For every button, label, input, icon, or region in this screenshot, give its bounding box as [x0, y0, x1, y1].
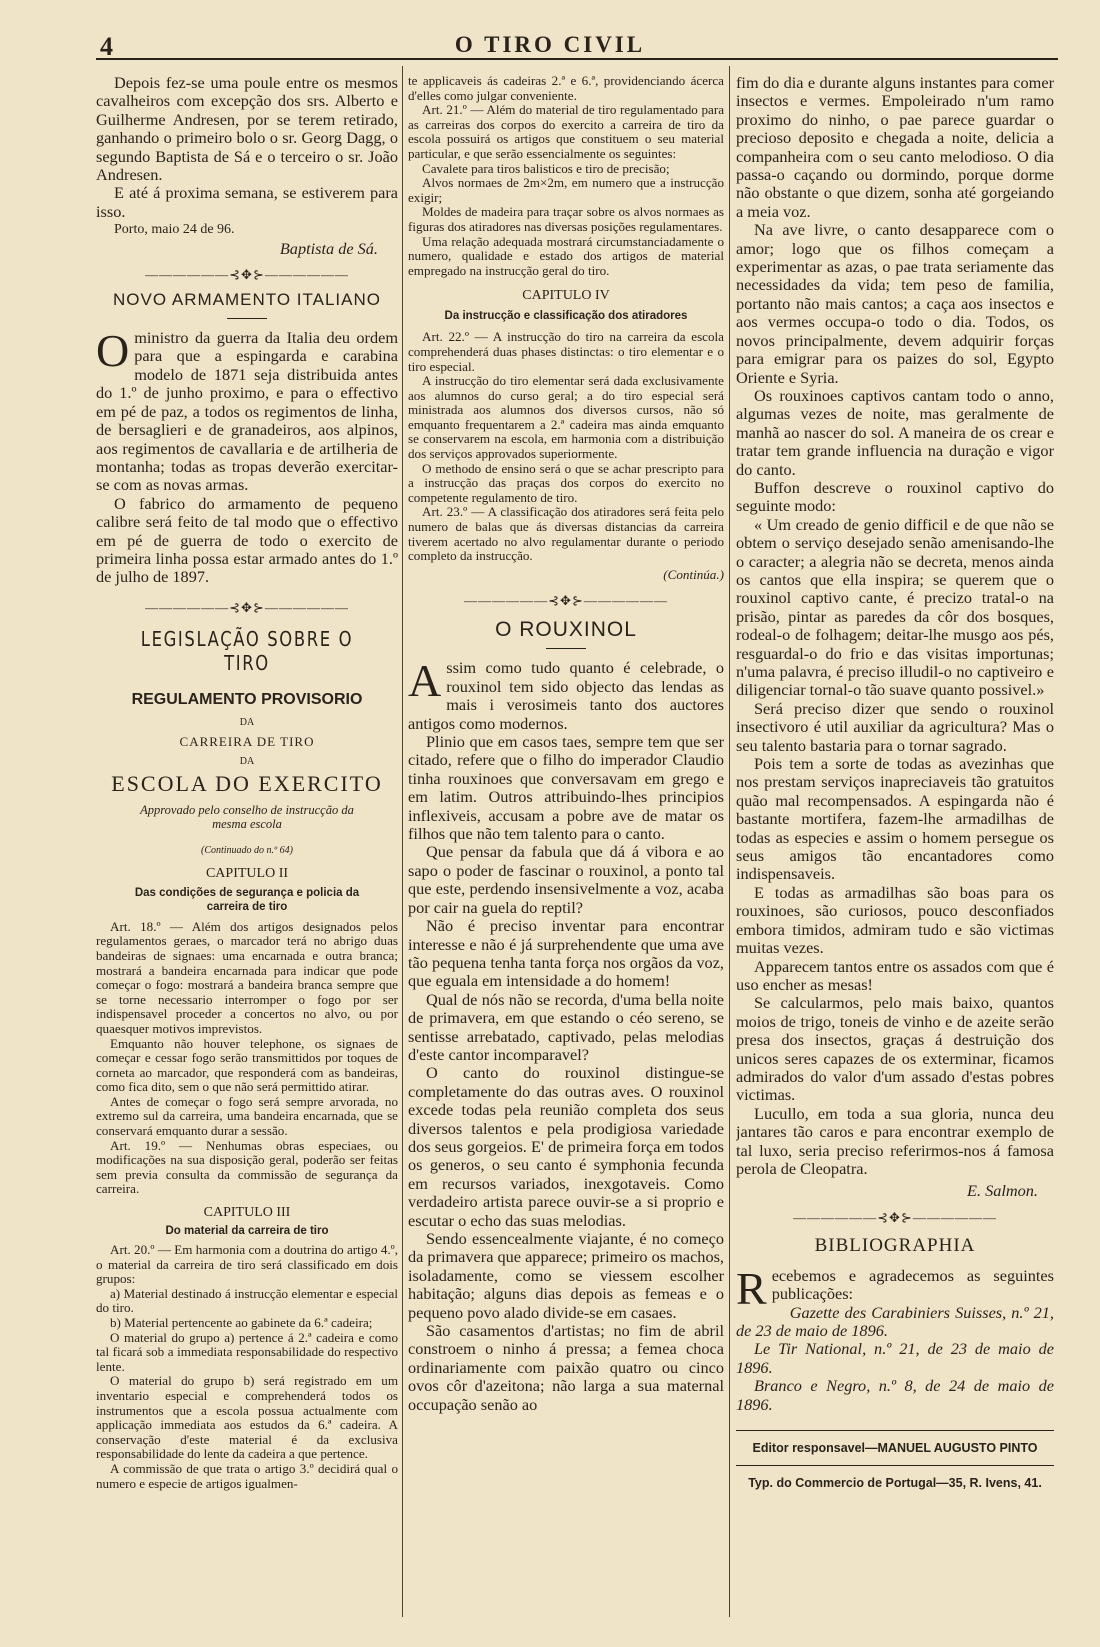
regulation-da: DA — [239, 755, 255, 767]
column-3 — [736, 74, 1054, 1490]
regulation-paragraph: A commissão de que trata o artigo 3.º decidirá qual o numero e especie de artigos igualmen- — [96, 1460, 398, 1491]
bibliography-item: Gazette des Carabiniers Suisses, n.º 21, de 23 de maio de 1896. — [736, 1302, 1054, 1340]
masthead-title: O TIRO CIVIL — [454, 32, 646, 57]
article-paragraph: Na ave livre, o canto desapparece com o amor; logo que os filhos começam a experimentar as azas, o pae trata seriamente das necessidades da vida; tem peso de familia, portanto não mais cantos; a caça aos insectos e aos vermes occupa-o todo o dia. Todos, os novos principalmente, devem adquirir forças para emigrar para os paizes do sol, Egypto Oriente e Syria. — [736, 220, 1054, 387]
article-paragraph: O fabrico do armamento de pequeno calibre será feito de tal modo que o effectivo em pé de guerra de todo o exercito de primeira linha possa estar armado antes do 1.º de julho de 1897. — [96, 493, 398, 587]
regulation-paragraph: b) Material pertencente ao gabinete da 6.ª cadeira; — [110, 1315, 373, 1330]
article-paragraph: São casamentos d'artistas; no fim de abril constroem o ninho á pressa; a femea choca ordinariamente com paixão quatro ou cinco ovos côr d'azeitona; não larga a sua maternal occupação senão ao — [408, 1321, 724, 1414]
drop-cap: O — [96, 325, 130, 377]
regulation-paragraph: Art. 20.º — Em harmonia com a doutrina do artigo 4.º, o material da carreira de tiro será classificado em dois grupos: — [96, 1242, 398, 1287]
chapter-subtitle: Do material da carreira de tiro — [165, 1225, 329, 1238]
header-rule — [96, 58, 1058, 60]
article-paragraph: fim do dia e durante alguns instantes para comer insectos e vermes. Empoleirado n'um ramo proximo do ninho, o pae parece guardar o precioso deposito e chegada a noite, delicia a companheira com o seu canto melodioso. O dia passa-o caçando ou dormindo, porque dorme não obstante o que dizem, sonha até gorgeiando a meia voz. — [736, 74, 1054, 221]
column-2 — [408, 74, 724, 1414]
regulation-paragraph: O material do grupo a) pertence á 2.ª cadeira e como tal ficará sob a immediata responsabilidade do respectivo lente. — [96, 1329, 398, 1374]
chapter-subtitle: Da instrucção e classificação dos atiradores — [444, 310, 688, 323]
chapter-title: CAPITULO III — [203, 1205, 291, 1221]
editor-line: Editor responsavel—MANUEL AUGUSTO PINTO — [752, 1441, 1038, 1456]
article-paragraph: Pois tem a sorte de todas as avezinhas que nos prestam serviços inapreciaveis tão gratuitos quão mal recompensados. A espingarda não é bastante mortifera, fazem-lhe armadilhas de todas as especies e assim o homem persegue os seus amigos tão encantadores como indispensaveis. — [736, 754, 1054, 884]
short-rule — [546, 648, 586, 649]
column-divider-1 — [402, 66, 403, 1617]
regulation-paragraph: Uma relação adequada mostrará circumstanciadamente o numero, qualidade e estado dos artigos de material empregado na instrucção geral do tiro. — [408, 233, 724, 278]
article-paragraph: Os rouxinoes captivos cantam todo o anno, algumas vezes de noite, mas geralmente de manhã ao nascer do sol. A maneira de os crear e tratar tem grande influencia na duração e vigor do canto. — [736, 385, 1054, 479]
footer-rule — [736, 1430, 1054, 1431]
footer-rule — [736, 1465, 1054, 1466]
article-paragraph — [96, 325, 398, 495]
section-title-bibliographia: BIBLIOGRAPHIA — [814, 1234, 976, 1256]
article-paragraph: E até á proxima semana, se estiverem para isso. — [96, 183, 398, 221]
regulation-paragraph: Cavalete para tiros balisticos e tiro de precisão; — [422, 160, 670, 176]
regulation-paragraph: Art. 19.º — Nenhumas obras especiaes, ou modificações na sua disposição geral, poderão ser feitas sem previa consulta da commissão de segurança da carreira. — [96, 1137, 398, 1197]
column-1 — [96, 74, 398, 1491]
article-paragraph — [408, 655, 724, 733]
drop-cap: R — [736, 1262, 767, 1314]
article-paragraph: Depois fez-se uma poule entre os mesmos cavalheiros com excepção dos srs. Alberto e Guilherme Andresen, por se terem retirado, ganhando o primeiro bolo o sr. Georg Dagg, o segundo Baptista de Sá e o terceiro o sr. João Andresen. — [96, 74, 398, 185]
regulation-paragraph: Art. 22.º — A instrucção do tiro na carreira da escola comprehenderá duas phases distinctas: o tiro elementar e o tiro especial. — [408, 329, 724, 374]
article-paragraph: O canto do rouxinol distingue-se completamente do das outras aves. O rouxinol excede todas pela reunião completa dos seus diversos talentos e pela prodigiosa variedade dos seus gorgeios. E' de primeira força em todos os generos, o seu canto é symphonia fecunda em recursos variados, inexgotaveis. Como verdadeiro artista parece ouvir-se a si proprio e escutar o echo das suas melodias. — [408, 1063, 724, 1230]
article-paragraph: Não é preciso inventar para encontrar interesse e não é já surprehendente que uma ave tão pequena tenha tanta força nos orgãos da voz, que eguala em intensidade a do homem! — [408, 916, 724, 991]
bibliography-item: Branco e Negro, n.º 8, de 24 de maio de 1896. — [736, 1376, 1054, 1414]
article-paragraph: Se calcularmos, pelo mais baixo, quantos moios de trigo, toneis de vinho e de azeite serão presa dos insectos, graças á destruição dos unicos seres capazes de os exterminar, ficamos admirados do valor d'um assado d'estas pobres victimas. — [736, 993, 1054, 1105]
drop-cap: A — [408, 655, 442, 707]
regulation-paragraph: Antes de começar o fogo será sempre arvorada, no extremo sul da carreira, uma bandeira encarnada, que se conservará emquanto durar a sessão. — [96, 1093, 398, 1139]
regulation-paragraph: Alvos normaes de 2m×2m, em numero que a instrucção exigir; — [408, 175, 724, 205]
dateline: Porto, maio 24 de 96. — [114, 222, 235, 238]
short-rule — [227, 318, 267, 319]
regulation-paragraph: a) Material destinado á instrucção elementar e especial do tiro. — [96, 1285, 398, 1316]
regulation-paragraph: O methodo de ensino será o que se achar prescripto para a instrucção das praças dos corpos do exercito no competente regulamento de tiro. — [408, 460, 724, 505]
regulation-escola: ESCOLA DO EXERCITO — [111, 770, 383, 796]
bibliography-item: Le Tir National, n.º 21, de 23 de maio de 1896. — [736, 1339, 1054, 1377]
regulation-paragraph: O material do grupo b) será registrado em um inventario especial e comprehenderá todos os instrumentos que a escola possua actualmente com applicação immediata aos estudos da 6.ª cadeira. A conservação d'este material é da exclusiva responsabilidade do lente da cadeira a que pertence. — [96, 1373, 398, 1462]
section-title-legislacao: LEGISLAÇÃO SOBRE O TIRO — [140, 626, 354, 675]
chapter-title: CAPITULO II — [205, 865, 289, 881]
regulation-title: REGULAMENTO PROVISORIO — [131, 690, 363, 708]
regulation-approval: Approvado pelo conselho de instrucção da mesma escola — [140, 802, 354, 831]
article-paragraph: Plinio que em casos taes, sempre tem que ser citado, refere que o filho do imperador Claudio tinha rouxinoes que conversavam em grego e em latim. Outros attribuindo-lhes principios inflexiveis, accusam a pobre ave de matar os filhos que não tem talento para o canto. — [408, 732, 724, 844]
ornament-divider: ——————⊰✥⊱—————— — [145, 268, 349, 283]
article-paragraph: E todas as armadilhas são boas para os rouxinoes, são curiosos, pouco desconfiados embora timidos, admiram tudo e são victimas muitas vezes. — [736, 882, 1054, 958]
article-paragraph: Que pensar da fabula que dá á vibora e ao sapo o poder de fascinar o rouxinol, a ponto tal que este, perdendo insensivelmente a voz, acaba por cair na guela do reptil? — [408, 842, 724, 917]
regulation-paragraph: A instrucção do tiro elementar será dada exclusivamente aos alumnos do curso geral; a do tiro especial será ministrada aos alumnos dos diversos cursos, não só emquanto frequentarem a 2.ª cadeira mas ainda emquanto se conservarem na escola, em harmonia com a distribuição dos serviços approvados superiormente. — [408, 373, 724, 462]
article-paragraph: Buffon descreve o rouxinol captivo do seguinte modo: — [736, 477, 1054, 516]
continued-note: (Continuado do n.º 64) — [201, 844, 293, 856]
signature: Baptista de Sá. — [279, 238, 378, 258]
column-divider-2 — [729, 66, 730, 1617]
page-number: 4 — [100, 32, 113, 61]
regulation-paragraph: Art. 23.º — A classificação dos atiradores será feita pelo numero de balas que ás diversas distancias da carreira tiverem acertado no alvo regulamentar durante o periodo completo da instrucção. — [408, 504, 724, 564]
chapter-subtitle: Das condições de segurança e policia da carreira de tiro — [134, 886, 360, 913]
regulation-paragraph: te applicaveis ás cadeiras 2.ª e 6.ª, providenciando ácerca d'elles como julgar conveniente. — [408, 74, 724, 103]
regulation-paragraph: Moldes de madeira para traçar sobre os alvos normaes as figuras dos atiradores nas diversas posições regulamentares. — [408, 204, 724, 234]
ornament-divider: ——————⊰✥⊱—————— — [464, 594, 668, 609]
regulation-paragraph: Emquanto não houver telephone, os signaes de começar e cessar fogo serão transmittidos por toques de corneta ao marcador, que responderá com as bandeiras, como fica dito, sem o que não será permittido atirar. — [96, 1035, 398, 1095]
continues-note: (Continúa.) — [663, 566, 724, 582]
section-title-rouxinol: O ROUXINOL — [495, 618, 637, 642]
chapter-title: CAPITULO IV — [522, 288, 610, 304]
regulation-paragraph: Art. 18.º — Além dos artigos designados pelos regulamentos geraes, o marcador terá no abrigo duas bandeiras de signaes: uma encarnada e outra branca; mostrará a bandeira encarnada para indicar que pode começar o fogo: mostrará a bandeira branca sempre que se torne necessario interromper o fogo por ser indispensavel proceder a concertos no alvo, ou por quaesquer motivos imprevistos. — [96, 918, 398, 1036]
author-signature: E. Salmon. — [967, 1181, 1038, 1201]
regulation-paragraph: Art. 21.º — Além do material de tiro regulamentado para as carreiras dos corpos do exercito a carreira de tiro da escola possuirá os artigos que constituem o seu material particular, e que serão essencialmente os seguintes: — [408, 102, 724, 161]
article-paragraph: Será preciso dizer que sendo o rouxinol insectivoro é util auxiliar da agricultura? Mas o seu talento bastaria para o tornar sagrado. — [736, 698, 1054, 755]
article-text: ecebemos e agradecemos as seguintes publicações: — [771, 1265, 1054, 1304]
regulation-carreira: CARREIRA DE TIRO — [179, 733, 315, 749]
article-paragraph: « Um creado de genio difficil e de que não se obtem o serviço desejado senão amenisando-lhe o caracter; a alegria não se decreta, menos ainda os cantos que ella inspira; se querem que o rouxinol captivo cante, é precizo tratal-o na prisão, pintar as paredes da côr dos bosques, rodeal-o de folhagem; deitar-lhe musgo aos pés, resguardal-o do frio e das visitas importunas; n'uma palavra, é preciso illudil-o no captiveiro e diligenciar tornal-o tão suave quanto possivel.» — [736, 514, 1054, 700]
article-text: ministro da guerra da Italia deu ordem para que a espingarda e carabina modelo de 1871 seja distribuida antes do 1.º de junho proximo, e para o effectivo em pé de paz, a todos os regimentos de linha, de bersaglieri e de granadeiros, aos alpinos, aos regimentos de cavallaria e de artilheria de montanha; todas as tropas deverão exercitar-se com as novas armas. — [96, 328, 398, 495]
regulation-da: DA — [239, 716, 255, 728]
article-paragraph: Sendo essencealmente viajante, é no começo da primavera que apparece; primeiro os machos, isoladamente, como se viessem escolher habitação; alguns dias depois as femeas e o pequeno povo alado divide-se em casaes. — [408, 1229, 724, 1322]
article-paragraph — [736, 1262, 1054, 1314]
page-header — [0, 0, 1100, 68]
section-title-armamento: NOVO ARMAMENTO ITALIANO — [113, 290, 381, 310]
ornament-divider: ——————⊰✥⊱—————— — [145, 600, 349, 615]
ornament-divider: ——————⊰✥⊱—————— — [793, 1210, 997, 1225]
article-text: ssim como tudo quanto é celebrade, o rouxinol tem sido objecto das lendas as mais i verosimeis tanto dos auctores antigos como modernos. — [408, 658, 724, 733]
article-paragraph: Lucullo, em toda a sua gloria, nunca deu jantares tão caros e para encontrar exemplo de tal luxo, seria preciso referirmos-nos á famosa perola de Cleopatra. — [736, 1103, 1054, 1178]
printer-line: Typ. do Commercio de Portugal—35, R. Ivens, 41. — [748, 1476, 1042, 1491]
article-paragraph: Apparecem tantos entre os assados com que é uso encher as mesas! — [736, 956, 1054, 994]
article-paragraph: Qual de nós não se recorda, d'uma bella noite de primavera, em que estando o céo sereno, se sentisse arrebatado, captivado, pelas melodias d'este cantor incomparavel? — [408, 989, 724, 1064]
